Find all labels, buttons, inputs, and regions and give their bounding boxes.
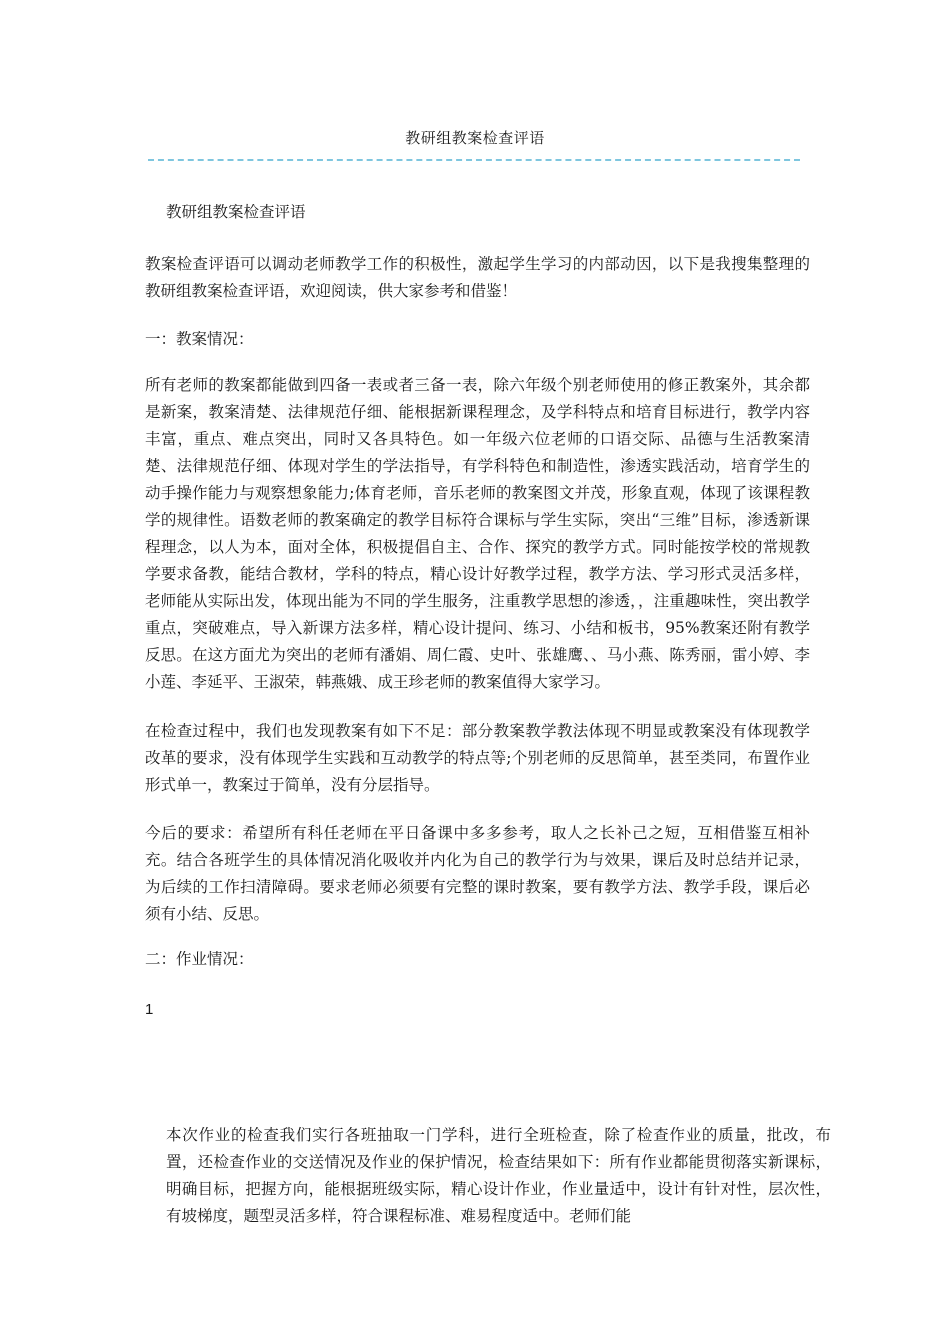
para3-text: 今后的要求：希望所有科任老师在平日备课中多多参考，取人之长补己之短，互相借鉴互相补充。结合各班学生的具体情况消化吸收并内化为自己的教学行为与效果，课后及时总结并记录，为后续的工作扫清障碍。要求老师必须要有完整的课时教案，要有教学方法、教学手段，课后必须有小结、反思。 (145, 824, 810, 923)
header-title: 教研组教案检查评语 (405, 129, 545, 147)
paragraph-requirements (145, 820, 810, 928)
document-subtitle (145, 199, 831, 226)
header-divider (148, 159, 800, 161)
para1-text: 所有老师的教案都能做到四备一表或者三备一表，除六年级个别老师使用的修正教案外，其余都是新案，教案清楚、法律规范仔细、能根据新课程理念，及学科特点和培育目标进行，教学内容丰富，重点、难点突出，同时又各具特色。如一年级六位老师的口语交际、品德与生活教案清楚、法律规范仔细、体现对学生的学法指导，有学科特色和制造性，渗透实践活动，培育学生的动手操作能力与观察想象能力;体育老师，音乐老师的教案图文并茂，形象直观，体现了该课程教学的规律性。语数老师的教案确定的教学目标符合课标与学生实际，突出“三维”目标，渗透新课程理念，以人为本，面对全体，积极提倡自主、合作、探究的教学方式。同时能按学校的常规教学要求备教，能结合教材，学科的特点，精心设计好教学过程，教学方法、学习形式灵活多样，老师能从实际出发，体现出能为不同的学生服务，注重教学思想的渗透，，注重趣味性，突出教学重点，突破难点，导入新课方法多样，精心设计提问、练习、小结和板书，95%教案还附有教学反思。在这方面尤为突出的老师有潘娟、周仁霞、史叶、张雄鹰、、马小燕、陈秀丽，雷小婷、李小莲、李延平、王淑荣，韩燕娥、成王珍老师的教案值得大家学习。 (145, 376, 810, 691)
para4-text: 本次作业的检查我们实行各班抽取一门学科，进行全班检查，除了检查作业的质量，批改，布置，还检查作业的交送情况及作业的保护情况，检查结果如下：所有作业都能贯彻落实新课标，明确目标，把握方向，能根据班级实际，精心设计作业，作业量适中，设计有针对性，层次性，有坡梯度，题型灵活多样，符合课程标准、难易程度适中。老师们能 (166, 1126, 831, 1225)
paragraph-homework-check (145, 1122, 831, 1230)
section2-heading-text: 二：作业情况： (145, 950, 254, 968)
subtitle-text: 教研组教案检查评语 (166, 203, 306, 221)
paragraph-lesson-plan-overview (145, 372, 810, 696)
intro-text: 教案检查评语可以调动老师教学工作的积极性，激起学生学习的内部动因，以下是我搜集整理的教研组教案检查评语，欢迎阅读，供大家参考和借鉴！ (145, 255, 810, 300)
section-heading-homework (145, 946, 810, 973)
section1-heading-text: 一：教案情况： (145, 330, 254, 348)
paragraph-shortcomings (145, 718, 810, 799)
page-number-text: 1 (145, 1001, 154, 1018)
section-heading-lesson-plans (145, 326, 810, 353)
page-number (145, 996, 810, 1023)
para2-text: 在检查过程中，我们也发现教案有如下不足：部分教案教学教法体现不明显或教案没有体现教学改革的要求，没有体现学生实践和互动教学的特点等;个别老师的反思简单，甚至类同，布置作业形式单一，教案过于简单，没有分层指导。 (145, 722, 810, 794)
intro-paragraph (145, 251, 810, 305)
